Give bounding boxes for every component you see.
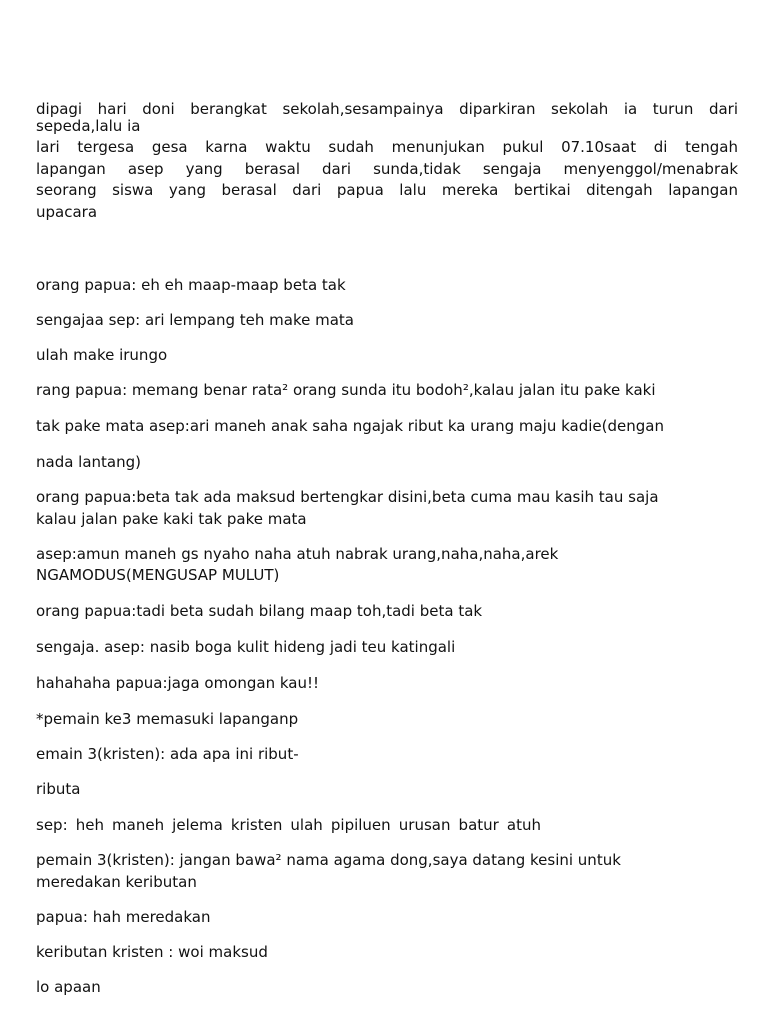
dialog-line: sep: heh maneh jelema kristen ulah pipiluen urusan batur atuh [36,816,541,834]
dialog-line: orang papua: eh eh maap-maap beta tak [36,276,346,294]
dialog-line: rang papua: memang benar rata² orang sunda itu bodoh²,kalau jalan itu pake kaki [36,381,656,399]
dialog-line: meredakan keributan [36,873,197,891]
dialog-line: NGAMODUS(MENGUSAP MULUT) [36,566,280,584]
dialog-line: hahahaha papua:jaga omongan kau!! [36,674,320,692]
dialog-line: nada lantang) [36,453,141,471]
dialog-line: orang papua:tadi beta sudah bilang maap toh,tadi beta tak [36,602,483,620]
intro-line: seorang siswa yang berasal dari papua lalu mereka bertikai ditengah lapangan [36,181,738,199]
intro-paragraph [36,101,738,223]
dialog-line: lo apaan [36,978,101,996]
intro-first-line: dipagi hari doni berangkat sekolah,sesampainya diparkiran sekolah ia turun dari [36,100,738,118]
intro-second-line: sepeda,lalu ia [36,117,141,135]
dialog-line: emain 3(kristen): ada apa ini ribut- [36,745,299,763]
dialog-line: papua: hah meredakan [36,908,211,926]
intro-line: lapangan asep yang berasal dari sunda,tidak sengaja menyenggol/menabrak [36,159,738,178]
dialog-line: tak pake mata asep:ari maneh anak saha ngajak ribut ka urang maju kadie(dengan [36,417,664,435]
dialog-line: kalau jalan pake kaki tak pake mata [36,510,307,528]
intro-line: lari tergesa gesa karna waktu sudah menunjukan pukul 07.10saat di tengah [36,138,738,156]
dialog-line: *pemain ke3 memasuki lapanganp [36,710,299,728]
dialog-line: keributan kristen : woi maksud [36,943,268,961]
intro-line: upacara [36,202,98,221]
dialog-line: orang papua:beta tak ada maksud bertengkar disini,beta cuma mau kasih tau saja [36,488,659,506]
dialog-line: ributa [36,780,81,798]
dialog-line: ulah make irungo [36,346,168,364]
dialog-line: pemain 3(kristen): jangan bawa² nama agama dong,saya datang kesini untuk [36,851,621,869]
dialog-line: asep:amun maneh gs nyaho naha atuh nabrak urang,naha,naha,arek [36,545,559,563]
dialog-line: sengaja. asep: nasib boga kulit hideng jadi teu katingali [36,638,456,656]
dialog-line: sengajaa sep: ari lempang teh make mata [36,311,354,329]
intro-body [36,137,738,223]
